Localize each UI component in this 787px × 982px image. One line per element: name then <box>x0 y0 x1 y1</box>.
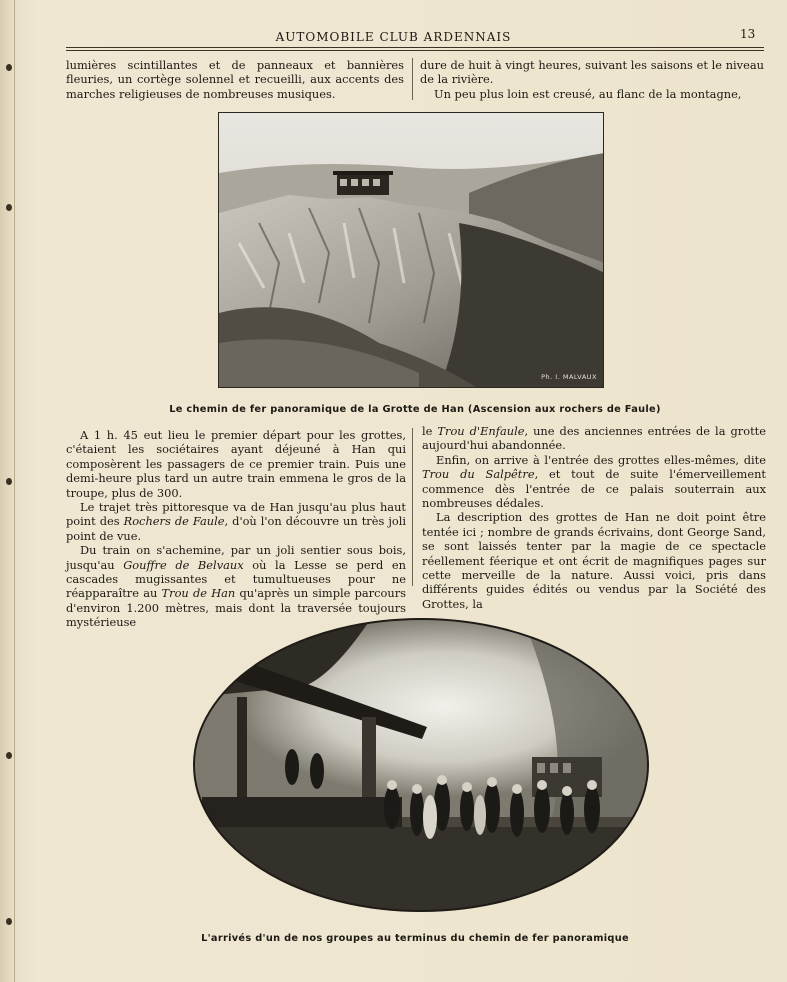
running-header: AUTOMOBILE CLUB ARDENNAIS <box>275 30 512 44</box>
text-run: , une des anciennes entrées de la grotte aujourd'hui abandonnée. <box>422 424 766 453</box>
railway-photo-image <box>219 113 604 388</box>
railway-photo <box>218 112 604 388</box>
binding-hole <box>6 64 12 71</box>
text-run: Du train on s'achemine, par un joli sentier sous bois, jusqu'au <box>66 543 406 572</box>
text-run: Enfin, on arrive à l'entrée des grottes elles-mêmes, dite <box>436 452 766 467</box>
group-photo-image <box>192 617 650 913</box>
photo-credit: Ph. I. MALVAUX <box>541 373 597 381</box>
header-rule <box>66 50 764 51</box>
paragraph: A 1 h. 45 eut lieu le premier départ pour les grottes, c'étaient les sociétaires ayant déjeuné à Han qui composèrent les passagers de ce premier train. Puis une demi-heure plus tard un autre train emmena le gros de la troupe, plus de 300. <box>66 428 406 500</box>
paragraph: La description des grottes de Han ne doit point être tentée ici ; nombre de grands écrivains, dont George Sand, se sont laissés tenter par la magie de ce spectacle réellement féerique et ont écrit de magnifiques pages sur cette merveille de la nature. Aussi voici, pris dans différents guides édités ou vendus par la Société des Grottes, la <box>422 510 766 611</box>
binding-hole <box>6 204 12 211</box>
page-number: 13 <box>740 27 756 41</box>
text-run: le <box>422 424 438 438</box>
place-name: Trou du Salpêtre <box>422 467 535 482</box>
place-name: Gouffre de Belvaux <box>123 557 244 572</box>
top-left-column <box>66 58 404 101</box>
text-run: où la Lesse se perd en cascades mugissantes et tumultueuses pour ne réapparaître au <box>66 557 406 601</box>
paragraph: Un peu plus loin est creusé, au flanc de la montagne, <box>434 86 742 101</box>
text-run: Le trajet très pittoresque va de Han jusqu'au plus haut point des <box>66 500 406 529</box>
binding-hole <box>6 752 12 759</box>
top-right-column <box>420 58 764 101</box>
photo1-caption: Le chemin de fer panoramique de la Grotte de Han (Ascension aux rochers de Faule) <box>169 404 661 415</box>
middle-left-column <box>66 428 406 630</box>
paragraph: lumières scintillantes et de panneaux et bannières fleuries, un cortège solennel et recueilli, aux accents des marches religieuses de nombreuses musiques. <box>66 58 404 101</box>
text-run: , d'où l'on découvre un très joli point de vue. <box>66 514 406 543</box>
paragraph <box>422 424 766 453</box>
photo2-caption: L'arrivés d'un de nos groupes au terminus du chemin de fer panoramique <box>201 933 629 944</box>
binding-hole <box>6 478 12 485</box>
header-rule <box>66 47 764 48</box>
place-name: Rochers de Faule <box>123 514 225 529</box>
place-name: Trou de Han <box>161 586 236 601</box>
middle-right-column <box>422 424 766 611</box>
column-divider <box>412 428 413 586</box>
paragraph <box>422 453 766 511</box>
place-name: Trou d'Enfaule <box>437 424 525 438</box>
text-run: , et tout de suite l'émerveillement commence dès l'entrée de ce palais souterrain aux nombreuses dédales. <box>422 467 767 511</box>
binding-edge <box>14 0 15 982</box>
paragraph: dure de huit à vingt heures, suivant les saisons et le niveau de la rivière. <box>420 58 764 87</box>
column-divider <box>412 58 413 100</box>
paragraph <box>66 500 406 543</box>
binding-hole <box>6 918 12 925</box>
text-run: qu'après un simple parcours d'environ 1.200 mètres, mais dont la traversée toujours mystérieuse <box>66 586 406 630</box>
group-photo <box>192 617 650 913</box>
